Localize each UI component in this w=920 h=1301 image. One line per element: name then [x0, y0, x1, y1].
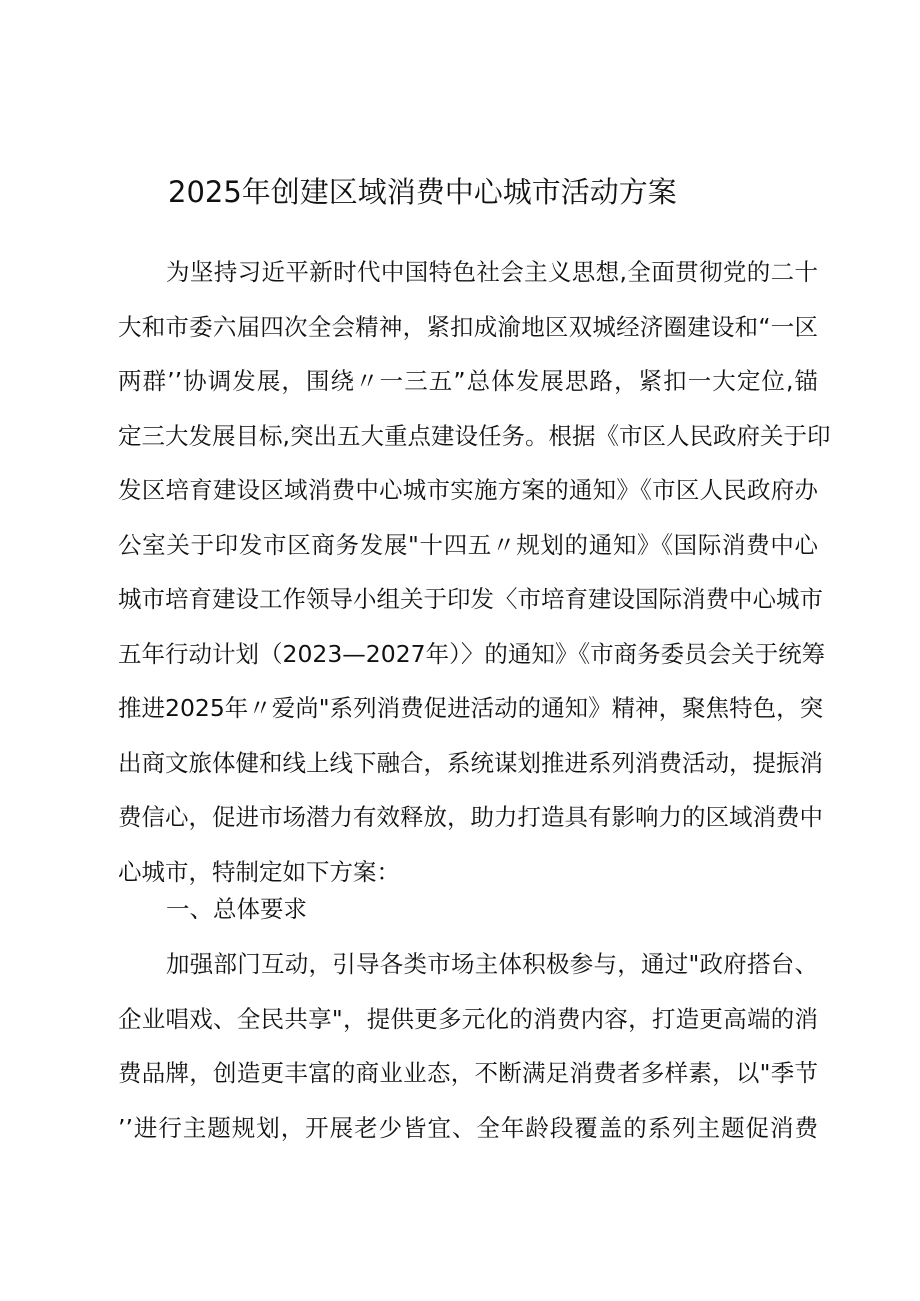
document-title: 2025年创建区域消费中心城市活动方案 [168, 175, 677, 209]
section-heading: 一、总体要求 [166, 895, 307, 923]
paragraph-line: 费信心，促进市场潜力有效释放，助力打造具有影响力的区域消费中 [118, 803, 823, 831]
paragraph-line: 两群’’协调发展，围绕〃一三五”总体发展思路，紧扣一大定位,锚 [118, 367, 818, 395]
paragraph-line: 城市培育建设工作领导小组关于印发〈市培育建设国际消费中心城市 [118, 585, 823, 613]
body-paragraph-intro [118, 245, 831, 899]
paragraph-line: 推进2025年〃爱尚"系列消费促进活动的通知》精神，聚焦特色，突 [118, 694, 824, 722]
paragraph-line: 加强部门互动，引导各类市场主体积极参与，通过"政府搭台、 [166, 950, 818, 978]
paragraph-line: 出商文旅体健和线上线下融合，系统谋划推进系列消费活动，提振消 [118, 748, 823, 777]
paragraph-line: 为坚持习近平新时代中国特色社会主义思想,全面贯彻党的二十 [166, 258, 818, 286]
paragraph-line: 公室关于印发市区商务发展"十四五〃规划的通知》《国际消费中心 [118, 530, 818, 559]
paragraph-line: 五年行动计划（2023—2027年）〉的通知》《市商务委员会关于统筹 [118, 639, 826, 668]
paragraph-line: 企业唱戏、全民共享"，提供更多元化的消费内容，打造更高端的消 [118, 1004, 818, 1033]
paragraph-line: 定三大发展目标,突出五大重点建设任务。根据《市区人民政府关于印 [118, 421, 831, 450]
paragraph-line: 心城市，特制定如下方案： [118, 857, 400, 886]
paragraph-line: 发区培育建设区域消费中心城市实施方案的通知》《市区人民政府办 [118, 476, 818, 504]
paragraph-line: ’’进行主题规划，开展老少皆宜、全年龄段覆盖的系列主题促消费 [118, 1113, 818, 1142]
paragraph-line: 费品牌，创造更丰富的商业业态，不断满足消费者多样素，以"季节 [118, 1059, 818, 1087]
paragraph-line: 大和市委六届四次全会精神，紧扣成渝地区双城经济圈建设和“一区 [118, 312, 818, 341]
body-paragraph-requirements [118, 937, 818, 1155]
